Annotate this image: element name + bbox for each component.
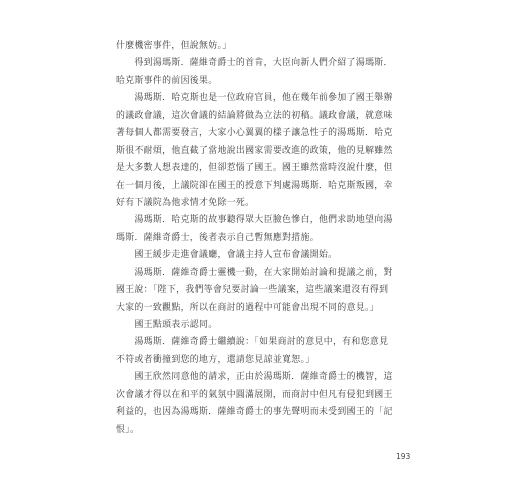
text-line: 是大多數人想表達的，但卻惹惱了國王。國王雖然當時沒說什麼，但 (116, 163, 393, 174)
text-line: 湯瑪斯．哈克斯也是一位政府官員，他在幾年前參加了國王舉辦 (116, 93, 393, 104)
text-line: 大家的一致觀點，所以在商討的過程中可能會出現不同的意見。」 (116, 302, 380, 313)
text-line: 不符或者衝撞到您的地方，還請您見諒並寬恕。」 (116, 354, 315, 365)
text-line: 的議政會議，這次會議的結論將做為立法的初稿。議政會議，就意味 (116, 110, 393, 121)
text-line: 得到湯瑪斯．薩維奇爵士的首肯，大臣向新人們介紹了湯瑪斯． (116, 58, 393, 69)
text-line: 什麼機密事件，但說無妨。」 (116, 41, 232, 51)
text-line: 湯瑪斯．薩維奇爵士繼續說：「如果商討的意見中，有和您意見 (116, 337, 389, 348)
text-line: 著每個人都需要發言，大家小心翼翼的樣子讓急性子的湯瑪斯．哈克 (116, 128, 393, 139)
text-line: 哈克斯事件的前因後果。 (116, 75, 218, 86)
text-line: 斯很不耐煩，他直截了當地說出國家需要改進的政策，他的見解雖然 (116, 145, 393, 156)
text-line: 國王欣然同意他的請求，正由於湯瑪斯．薩維奇爵士的機智，這 (116, 372, 393, 383)
text-line: 好有下議院為他求情才免除一死。 (116, 197, 255, 208)
text-line: 瑪斯．薩維奇爵士，後者表示自己暫無應對措施。 (116, 232, 319, 243)
text-line: 恨」。 (116, 424, 140, 435)
page-number: 193 (396, 452, 411, 461)
text-line: 次會議才得以在和平的氣氛中圓滿展開，而商討中但凡有侵犯到國王 (116, 389, 393, 400)
text-line: 利益的，也因為湯瑪斯．薩維奇爵士的事先聲明而未受到國王的「記 (116, 407, 393, 418)
text-line: 在一個月後，上議院卻在國王的授意下判處湯瑪斯．哈克斯叛國，幸 (116, 180, 393, 191)
body-text (116, 38, 412, 439)
text-line: 國王點頭表示認同。 (116, 320, 218, 330)
text-line: 國王緩步走進會議廳，會議主持人宣布會議開始。 (116, 250, 338, 261)
text-line: 湯瑪斯．哈克斯的故事聽得眾大臣臉色慘白，他們求助地望向湯 (116, 215, 393, 226)
text-line: 國王說：「陛下，我們等會兒要討論一些議案，這些議案還沒有得到 (116, 285, 389, 296)
text-line: 湯瑪斯．薩維奇爵士靈機一動，在大家開始討論和提議之前，對 (116, 267, 393, 278)
